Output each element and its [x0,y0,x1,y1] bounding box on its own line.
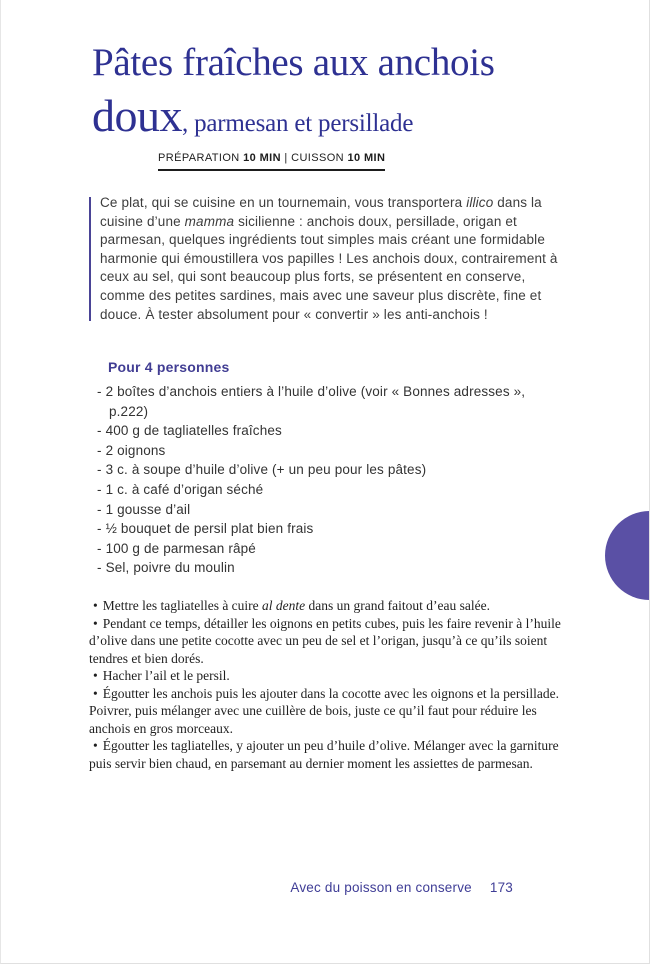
bullet-marker: • [93,615,98,631]
instruction-text: Hacher l’ail et le persil. [102,668,230,683]
instruction-step [89,615,573,668]
ingredient-item [97,421,567,441]
ingredient-text: 1 c. à café d’origan séché [105,481,264,497]
dash-marker: - [97,501,102,517]
bullet-marker: • [93,598,98,613]
bullet-marker: • [93,738,98,753]
instruction-step [89,667,573,685]
instruction-step [89,597,573,615]
ingredient-item [97,539,567,559]
recipe-title [92,38,495,147]
ingredient-text: 1 gousse d’ail [105,501,191,517]
instruction-text: Pendant ce temps, détailler les oignons en petits cubes, puis les faire revenir à l’huile d’olive dans une petite cocotte avec un peu de sel et l’origan, jusqu’à ce qu’ils soient tendres et bien dorés. [89,615,561,666]
ingredient-text: 2 oignons [105,442,166,458]
dash-marker: - [97,442,102,458]
servings-heading: Pour 4 personnes [108,359,230,375]
recipe-intro-text: Ce plat, qui se cuisine en un tournemain, vous transportera illico dans la cuisine d’une mamma sicilienne : anchois doux, persillade, origan et parmesan, quelques ingrédients tout simples mais créant une formidable harmonie qui émoustillera vos papilles ! Les anchois doux, contrairement à ceux au sel, qui sont beaucoup plus forts, se présentent en conserve, comme des petites sardines, mais avec une saveur plus discrète, fine et douce. À tester absolument pour « convertir » les anti-anchois ! [100,195,558,322]
instruction-text: Mettre les tagliatelles à cuire al dente dans un grand faitout d’eau salée. [102,598,490,613]
ingredient-text: 3 c. à soupe d’huile d’olive (+ un peu pour les pâtes) [105,462,427,478]
intro-accent-bar [89,197,91,321]
prep-time-bar: PRÉPARATION 10 MIN | CUISSON 10 MIN [158,152,385,171]
chapter-tab-marker [605,511,650,600]
dash-marker: - [97,462,102,478]
ingredient-item [97,441,567,461]
ingredient-item [97,558,567,578]
ingredient-item [97,382,567,421]
page-number: 173 [489,880,513,895]
ingredients-list [97,382,567,578]
dash-marker: - [97,540,102,556]
recipe-title-subtitle: , parmesan et persillade [182,110,414,137]
instruction-text: Égoutter les anchois puis les ajouter dans la cocotte avec les oignons et la persillade. Poivrer, puis mélanger avec une cuillère de bois, juste ce qu’il faut pour réduire les anchois en gros morceaux. [89,685,559,736]
recipe-title-emphasis: doux [92,90,182,141]
instruction-step [89,685,573,738]
recipe-intro [89,194,562,324]
page-footer [290,880,513,895]
dash-marker: - [97,521,102,537]
instruction-text: Égoutter les tagliatelles, y ajouter un peu d’huile d’olive. Mélanger avec la garniture puis servir bien chaud, en parsemant au dernier moment les assiettes de parmesan. [89,738,559,771]
dash-marker: - [97,481,102,497]
ingredient-item [97,519,567,539]
ingredient-item [97,460,567,480]
ingredient-text: 400 g de tagliatelles fraîches [105,423,282,439]
bullet-marker: • [93,685,98,701]
ingredient-text: 100 g de parmesan râpé [105,540,256,556]
ingredient-text: 2 boîtes d’anchois entiers à l’huile d’olive (voir « Bonnes adresses », p.222) [105,384,526,419]
ingredient-text: Sel, poivre du moulin [105,560,235,576]
dash-marker: - [97,560,102,576]
instruction-step [89,737,573,772]
recipe-title-line-2 [92,90,495,147]
dash-marker: - [97,423,102,439]
ingredient-item [97,500,567,520]
instructions-list [89,597,573,772]
dash-marker: - [97,384,102,399]
chapter-name: Avec du poisson en conserve [290,880,472,895]
ingredient-item [97,480,567,500]
bullet-marker: • [93,668,98,683]
ingredient-text: ½ bouquet de persil plat bien frais [105,521,314,537]
recipe-title-line-1: Pâtes fraîches aux anchois [92,41,495,84]
